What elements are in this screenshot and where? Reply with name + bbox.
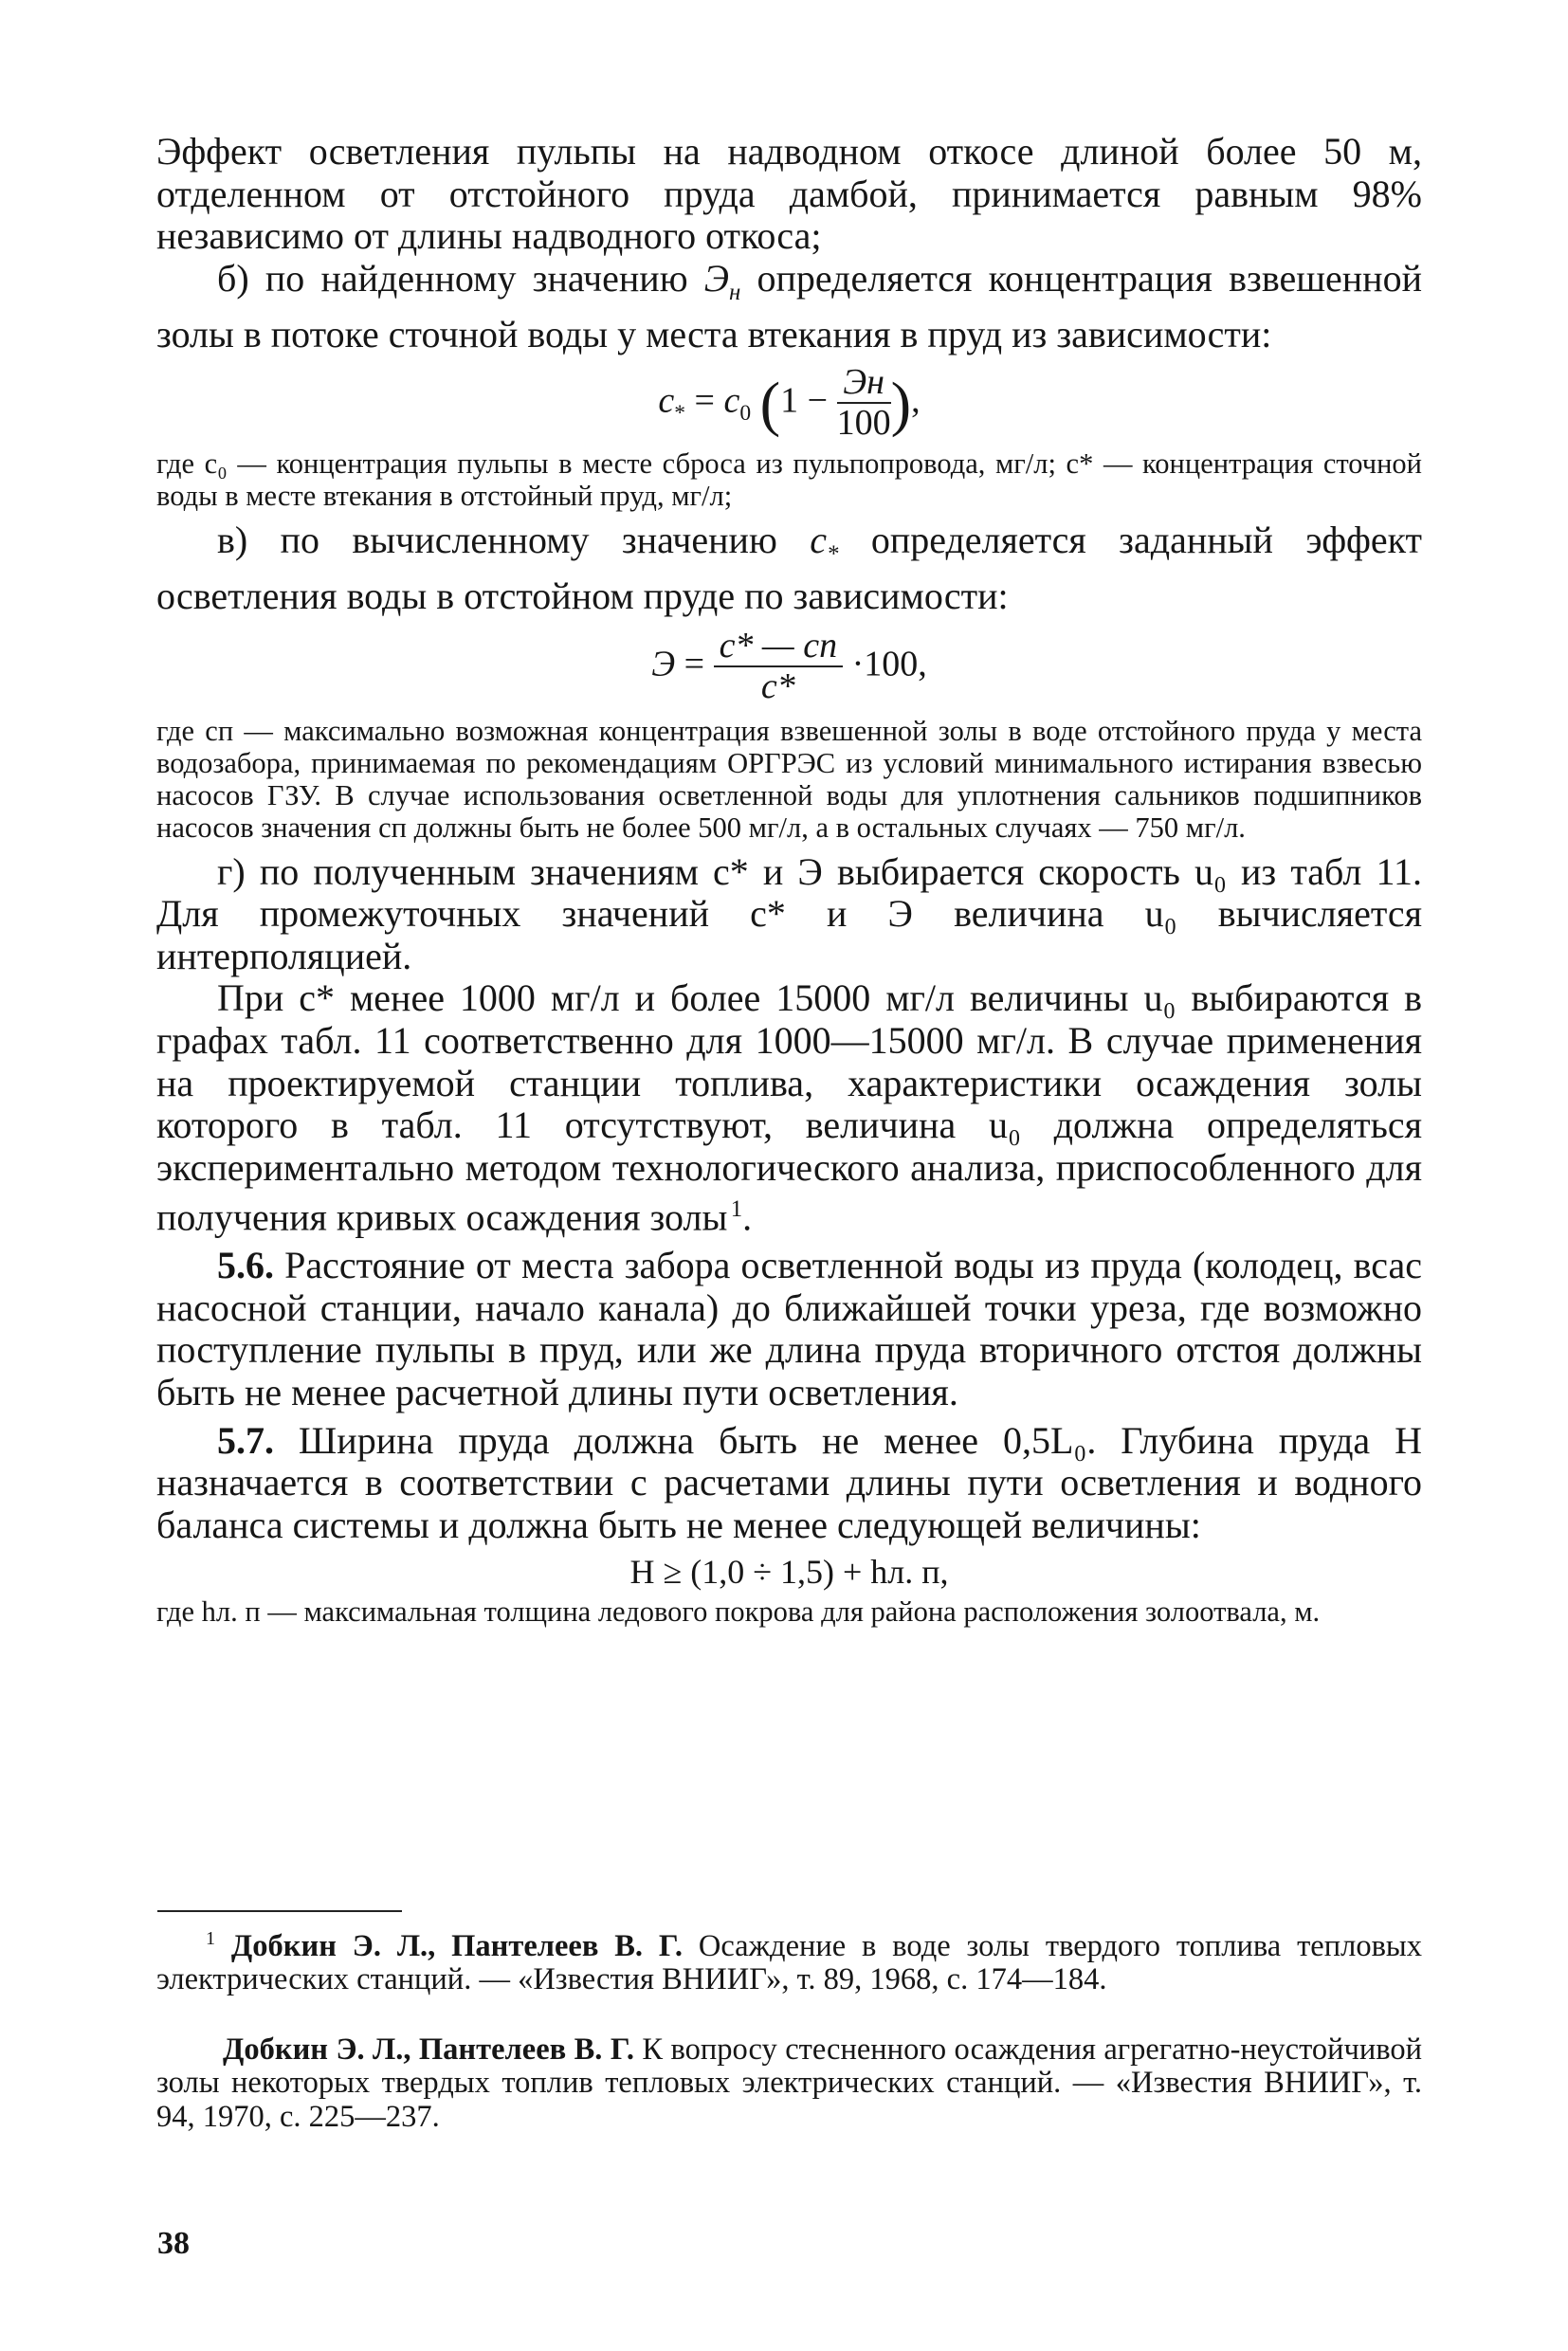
paragraph-v-start: в) по вычисленному значению [217,518,811,561]
fraction-denominator: 100 [836,402,891,443]
footnote-2-text: К вопросу стесненного осаждения агрегатно-неустойчивой золы некоторых твердых топлив тепловых электрических станций. — «Известия ВНИИГ», т. 94, 1970, с. 225—237. [156,2032,1422,2134]
note-cp: где cп — максимально возможная концентрация взвешенной золы в воде отстойного пруда у места водозабора, принимаемая по рекомендациям ОРГРЭС из условий минимального истирания взвесью насосов ГЗУ. В случае использования осветленной воды для уплотнения сальников подшипников насосов значения cп должны быть не более 500 мг/л, а в остальных случаях — 750 мг/л. [156,714,1422,844]
footnote-marker: 1 [730,1196,743,1223]
effect-denominator: c* [760,665,795,706]
section-5-6 [156,1245,1422,1413]
paragraph-intro: Эффект осветления пульпы на надводном откосе длиной более 50 м, отделенном от отстойного пруда дамбой, принимается равным 98% независимо от длины надводного откоса; [156,130,1422,258]
paragraph-b [156,258,1422,356]
main-text [156,131,1422,1628]
section-5-7-number: 5.7. [217,1418,274,1462]
equation-c-star: $c_* = c_0$ (1 − $\frac{Эн}{100}$ ), [658,361,921,443]
equation-c-star-fraction [836,361,891,444]
paragraph-pri-text: При c* менее 1000 мг/л и более 15000 мг/л величины u₀ выбираются в графах табл. 11 соответственно для 1000—15000 мг/л. В случае применения на проектируемой станции топлива, характеристики осаждения золы которого в табл. 11 отсутствуют, величина u₀ должна определяться экспериментально методом технологического анализа, приспособленного для получения кривых осаждения золы [156,976,1422,1239]
footnote-2 [156,2033,1422,2134]
equation-effect: Э = $\frac{c* — cп}{c*}$ ·100, [651,625,927,706]
paragraph-v [156,519,1422,618]
note-c0: где c₀ — концентрация пульпы в месте сброса из пульпопровода, мг/л; c* — концентрация сточной воды в месте втекания в отстойный пруд, мг/л; [156,447,1422,512]
footnote-1-text: Осаждение в воде золы твердого топлива тепловых электрических станций. — «Известия ВНИИГ», т. 89, 1968, с. 174—184. [156,1928,1422,1997]
symbol-e-n: $Э_н$ [703,256,741,305]
paragraph-pri: При c* менее 1000 мг/л и более 15000 мг/л величины u₀ выбираются в графах табл. 11 соответственно для 1000—15000 мг/л. В случае применения на проектируемой станции топлива, характеристики осаждения золы которого в табл. 11 отсутствуют, величина u₀ должна определяться экспериментально методом технологического анализа, приспособленного для получения кривых осаждения золы $^1$. [156,976,1422,1239]
paragraph-v-end: определяется заданный эффект осветления воды в отстойном пруде по зависимости: [156,518,1423,618]
section-5-7-text: Ширина пруда должна быть не менее 0,5L₀. Глубина пруда H назначается в соответствии с расчетами длины пути осветления и водного баланса системы и должна быть не менее следующей величины: [156,1418,1422,1546]
equation-effect-fraction [714,625,844,707]
effect-tail: ·100, [851,644,927,684]
footnote-2-authors: Добкин Э. Л., Пантелеев В. Г. [223,2032,634,2067]
footnote-1-authors: Добкин Э. Л., Пантелеев В. Г. [230,1928,684,1963]
paragraph-g: г) по полученным значениям c* и Э выбирается скорость u₀ из табл 11. Для промежуточных значений c* и Э величина u₀ вычисляется интерполяцией. [156,849,1422,977]
note-ice: где hл. п — максимальная толщина ледового покрова для района расположения золоотвала, м. [156,1595,1321,1629]
equation-depth: H ≥ (1,0 ÷ 1,5) + hл. п, [629,1553,949,1592]
section-5-6-text: Расстояние от места забора осветленной воды из пруда (колодец, всас насосной станции, начало канала) до ближайшей точки уреза, где возможно поступление пульпы в пруд, или же длина пруда вторичного отстоя должны быть не менее расчетной длины пути осветления. [156,1244,1422,1413]
footnote-rule [157,1910,402,1912]
section-5-7 [156,1420,1422,1547]
section-5-6-number: 5.6. [217,1244,274,1287]
paragraph-b-start: б) по найденному значению [217,256,704,300]
fraction-numerator: Эн [837,364,891,404]
effect-numerator: c* — cп [714,628,844,667]
page-number: 38 [157,2226,190,2261]
footnote-1: $^1$ Добкин Э. Л., Пантелеев В. Г. Осаждение в воде золы твердого топлива тепловых электрических станций. — «Известия ВНИИГ», т. 89, 1968, с. 174—184. [156,1928,1422,1997]
symbol-c-star: $c_*$ [810,518,839,567]
paragraph-b-end: определяется концентрация взвешенной золы в потоке сточной воды у места втекания в пруд из зависимости: [156,256,1422,356]
